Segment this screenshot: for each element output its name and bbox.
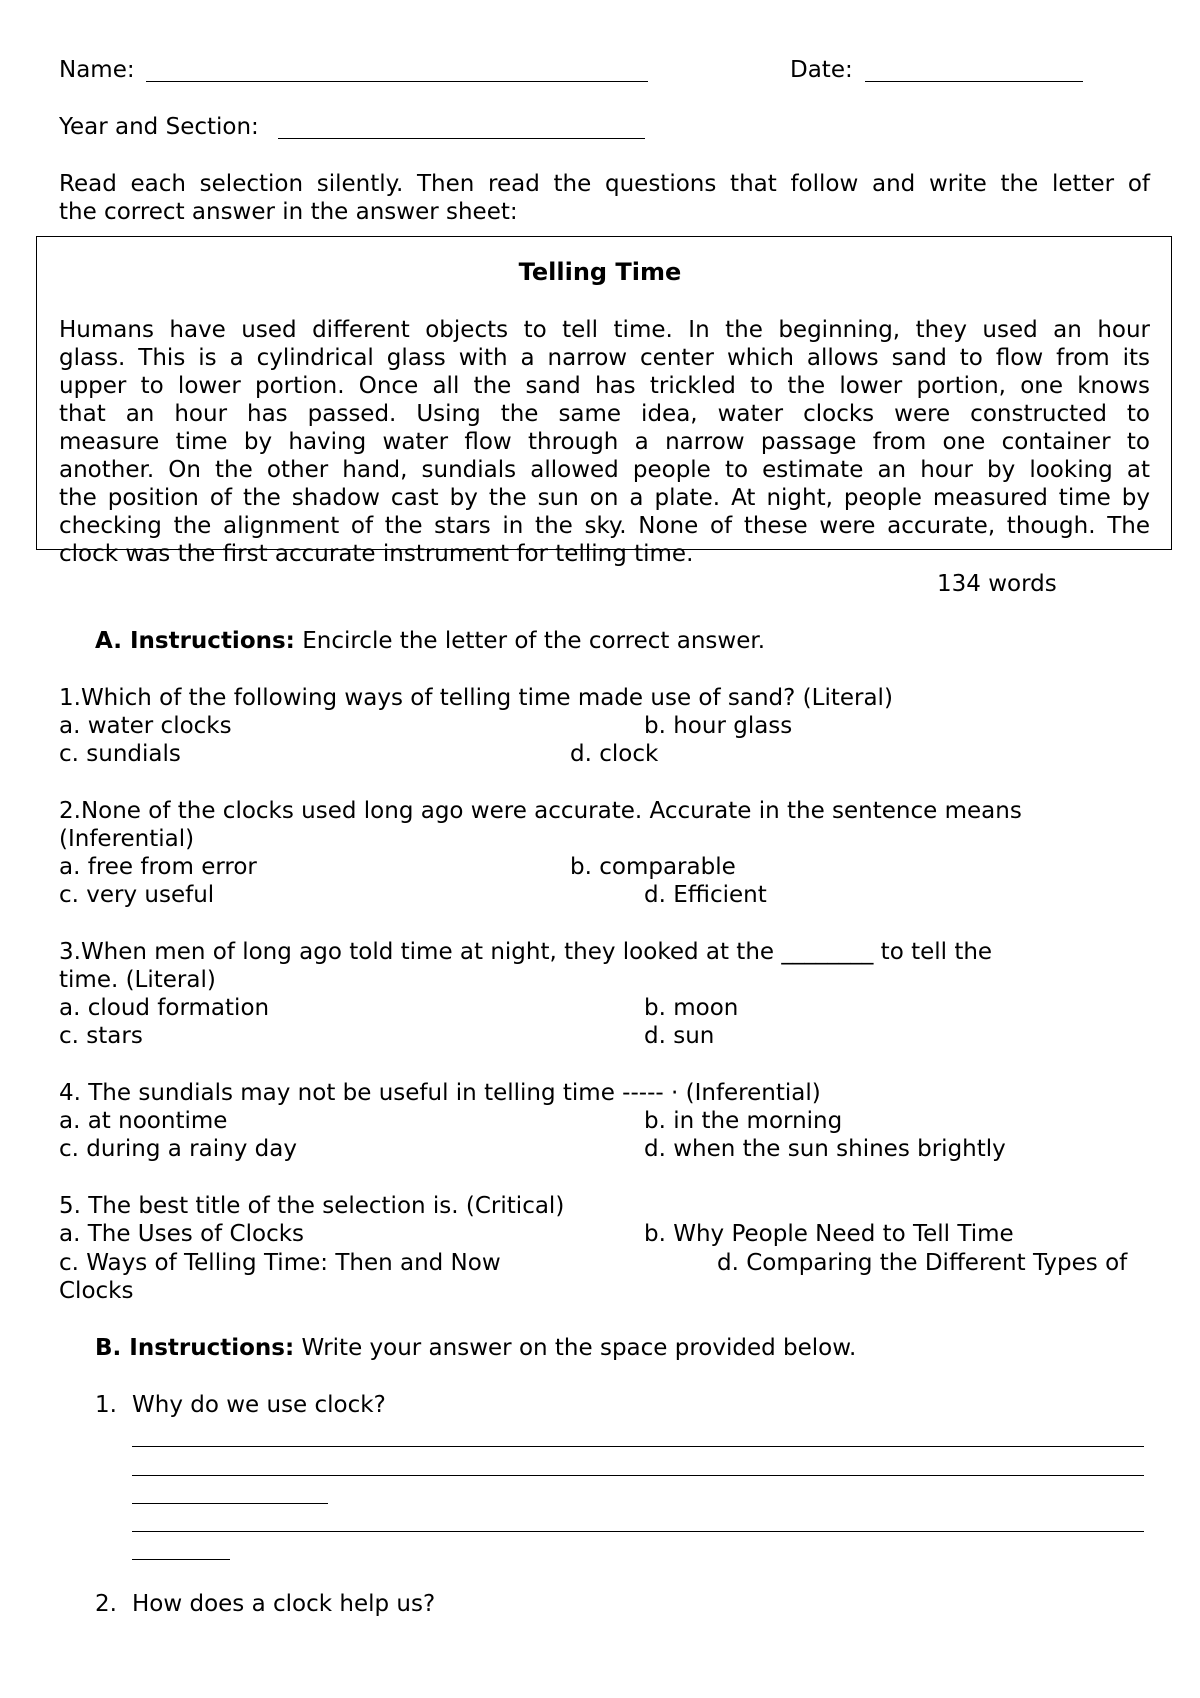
passage-line: that an hour has passed. Using the same idea, water clocks were constructed to bbox=[59, 401, 1150, 427]
passage-title: Telling Time bbox=[518, 258, 682, 286]
answer-line[interactable] bbox=[132, 1446, 1144, 1447]
b-question-1-number: 1. bbox=[95, 1392, 117, 1418]
section-b-instructions bbox=[95, 1334, 856, 1362]
year-section-label: Year and Section: bbox=[59, 114, 259, 140]
q4-option-c[interactable]: c. during a rainy day bbox=[59, 1136, 297, 1162]
directions-line-2: the correct answer in the answer sheet: bbox=[59, 199, 518, 225]
word-count: 134 words bbox=[937, 571, 1057, 597]
question-5-stem: 5. The best title of the selection is. (Critical) bbox=[59, 1193, 565, 1219]
q5-option-d-cont: Clocks bbox=[59, 1278, 134, 1304]
q1-option-b[interactable]: b. hour glass bbox=[644, 713, 793, 739]
passage-line: Humans have used different objects to tell time. In the beginning, they used an hour bbox=[59, 317, 1150, 343]
passage-line: measure time by having water flow through a narrow passage from one container to bbox=[59, 429, 1150, 455]
date-field[interactable] bbox=[865, 81, 1083, 82]
directions-line-1: Read each selection silently. Then read the questions that follow and write the letter of bbox=[59, 171, 1150, 197]
q3-option-d[interactable]: d. sun bbox=[644, 1023, 715, 1049]
passage-line: clock was the first accurate instrument for telling time. bbox=[59, 541, 694, 567]
passage-line: checking the alignment of the stars in the sky. None of these were accurate, though. The bbox=[59, 513, 1150, 539]
q3-option-a[interactable]: a. cloud formation bbox=[59, 995, 270, 1021]
b-question-2-text: How does a clock help us? bbox=[132, 1591, 436, 1617]
b-question-1-text: Why do we use clock? bbox=[132, 1392, 386, 1418]
answer-line[interactable] bbox=[132, 1559, 230, 1560]
passage-line: glass. This is a cylindrical glass with a narrow center which allows sand to flow from its bbox=[59, 345, 1150, 371]
passage-line: upper to lower portion. Once all the sand has trickled to the lower portion, one knows bbox=[59, 373, 1150, 399]
passage-line: another. On the other hand, sundials allowed people to estimate an hour by looking at bbox=[59, 457, 1150, 483]
q3-option-c[interactable]: c. stars bbox=[59, 1023, 143, 1049]
q5-option-c[interactable]: c. Ways of Telling Time: Then and Now bbox=[59, 1250, 501, 1276]
question-2-stem-cont: (Inferential) bbox=[59, 826, 195, 852]
q1-option-c[interactable]: c. sundials bbox=[59, 741, 181, 767]
passage-line: the position of the shadow cast by the sun on a plate. At night, people measured time by bbox=[59, 485, 1150, 511]
section-a-label: A. Instructions: bbox=[95, 628, 295, 654]
q5-option-d[interactable]: d. Comparing the Different Types of bbox=[717, 1250, 1128, 1276]
q2-option-c[interactable]: c. very useful bbox=[59, 882, 215, 908]
name-label: Name: bbox=[59, 57, 135, 83]
q5-option-b[interactable]: b. Why People Need to Tell Time bbox=[644, 1221, 1014, 1247]
name-field[interactable] bbox=[146, 81, 648, 82]
question-3-stem-cont: time. (Literal) bbox=[59, 967, 216, 993]
section-a-instructions bbox=[95, 627, 765, 655]
q1-option-a[interactable]: a. water clocks bbox=[59, 713, 232, 739]
year-section-field[interactable] bbox=[278, 138, 645, 139]
q2-option-d[interactable]: d. Efficient bbox=[644, 882, 767, 908]
q2-option-a[interactable]: a. free from error bbox=[59, 854, 257, 880]
question-2-stem: 2.None of the clocks used long ago were accurate. Accurate in the sentence means bbox=[59, 798, 1022, 824]
section-b-text: Write your answer on the space provided below. bbox=[301, 1335, 857, 1361]
q2-option-b[interactable]: b. comparable bbox=[570, 854, 736, 880]
question-4-stem: 4. The sundials may not be useful in telling time ----- · (Inferential) bbox=[59, 1080, 821, 1106]
answer-line[interactable] bbox=[132, 1531, 1144, 1532]
q3-option-b[interactable]: b. moon bbox=[644, 995, 739, 1021]
answer-line[interactable] bbox=[132, 1475, 1144, 1476]
section-b-label: B. Instructions: bbox=[95, 1335, 295, 1361]
question-3-stem: 3.When men of long ago told time at night, they looked at the ________ to tell the bbox=[59, 939, 993, 965]
q4-option-b[interactable]: b. in the morning bbox=[644, 1108, 843, 1134]
q1-option-d[interactable]: d. clock bbox=[570, 741, 659, 767]
section-a-text: Encircle the letter of the correct answer. bbox=[302, 628, 765, 654]
b-question-2-number: 2. bbox=[95, 1591, 117, 1617]
q4-option-d[interactable]: d. when the sun shines brightly bbox=[644, 1136, 1006, 1162]
q5-option-a[interactable]: a. The Uses of Clocks bbox=[59, 1221, 305, 1247]
date-label: Date: bbox=[790, 57, 853, 83]
q4-option-a[interactable]: a. at noontime bbox=[59, 1108, 228, 1134]
answer-line[interactable] bbox=[132, 1503, 328, 1504]
question-1-stem: 1.Which of the following ways of telling time made use of sand? (Literal) bbox=[59, 685, 893, 711]
